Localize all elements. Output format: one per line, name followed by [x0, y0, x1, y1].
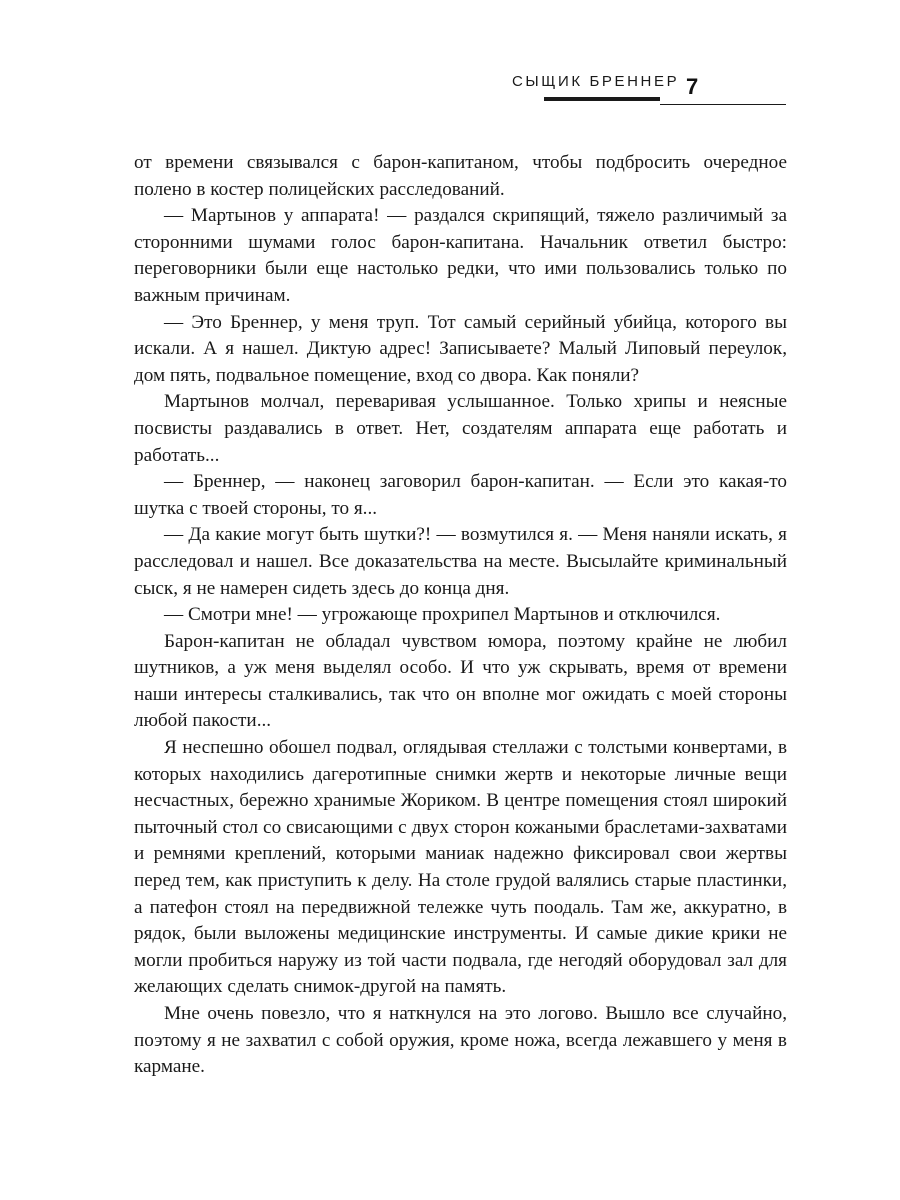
paragraph-3: — Это Бреннер, у меня труп. Тот самый серийный убийца, которого вы искали. А я нашел. Диктую адрес! Записываете? Малый Липовый переулок, дом пять, подвальное помещение, вход со двора. Как поняли? — [134, 311, 787, 386]
paragraph-6: — Да какие могут быть шутки?! — возмутился я. — Меня наняли искать, я расследовал и нашел. Все доказательства на месте. Высылайте криминальный сыск, я не намерен сидеть здесь до конца дня. — [134, 524, 787, 599]
running-head-thin-rule — [660, 104, 786, 105]
paragraph-10: Мне очень повезло, что я наткнулся на это логово. Вышло все случайно, поэтому я не захватил с собой оружия, кроме ножа, всегда лежавшего у меня в кармане. — [134, 1003, 787, 1078]
paragraph-7: — Смотри мне! — угрожающе прохрипел Мартынов и отключился. — [164, 604, 721, 626]
paragraph-8: Барон-капитан не обладал чувством юмора, поэтому крайне не любил шутников, а уж меня выделял особо. И что уж скрывать, время от времени наши интересы сталкивались, так что он вполне мог ожидать с моей стороны любой пакости... — [134, 630, 787, 732]
paragraph-9: Я неспешно обошел подвал, оглядывая стеллажи с толстыми конвертами, в которых находились дагеротипные снимки жертв и некоторые личные вещи несчастных, бережно хранимые Жориком. В центре помещения стоял широкий пыточный стол со свисающими с двух сторон кожаными браслетами-захватами и ремнями креплений, которыми маниак надежно фиксировал свои жертвы перед тем, как приступить к делу. На столе грудой валялись старые пластинки, а патефон стоял на передвижной тележке чуть поодаль. Там же, аккуратно, в рядок, были выложены медицинские инструменты. И самые дикие крики не могли пробиться наружу из той части подвала, где негодяй оборудовал зал для желающих сделать снимок-другой на память. — [134, 737, 787, 998]
paragraph-2: — Мартынов у аппарата! — раздался скрипящий, тяжело различимый за сторонними шумами голос барон-капитана. Начальник ответил быстро: переговорники были еще настолько редки, что ими пользовались только по важным причинам. — [134, 205, 787, 306]
page-number: 7 — [686, 74, 699, 99]
paragraph-1: от времени связывался с барон-капитаном, чтобы подбросить очередное полено в костер полицейских расследований. — [134, 152, 787, 200]
paragraph-5: — Бреннер, — наконец заговорил барон-капитан. — Если это какая-то шутка с твоей стороны, то я... — [134, 471, 787, 519]
text-body — [134, 150, 787, 1081]
paragraph-4: Мартынов молчал, переваривая услышанное. Только хрипы и неясные посвисты раздавались в ответ. Нет, создателям аппарата еще работать и работать... — [134, 391, 787, 466]
running-head: СЫЩИК БРЕННЕР — [512, 73, 680, 90]
running-head-thick-rule — [544, 97, 660, 101]
